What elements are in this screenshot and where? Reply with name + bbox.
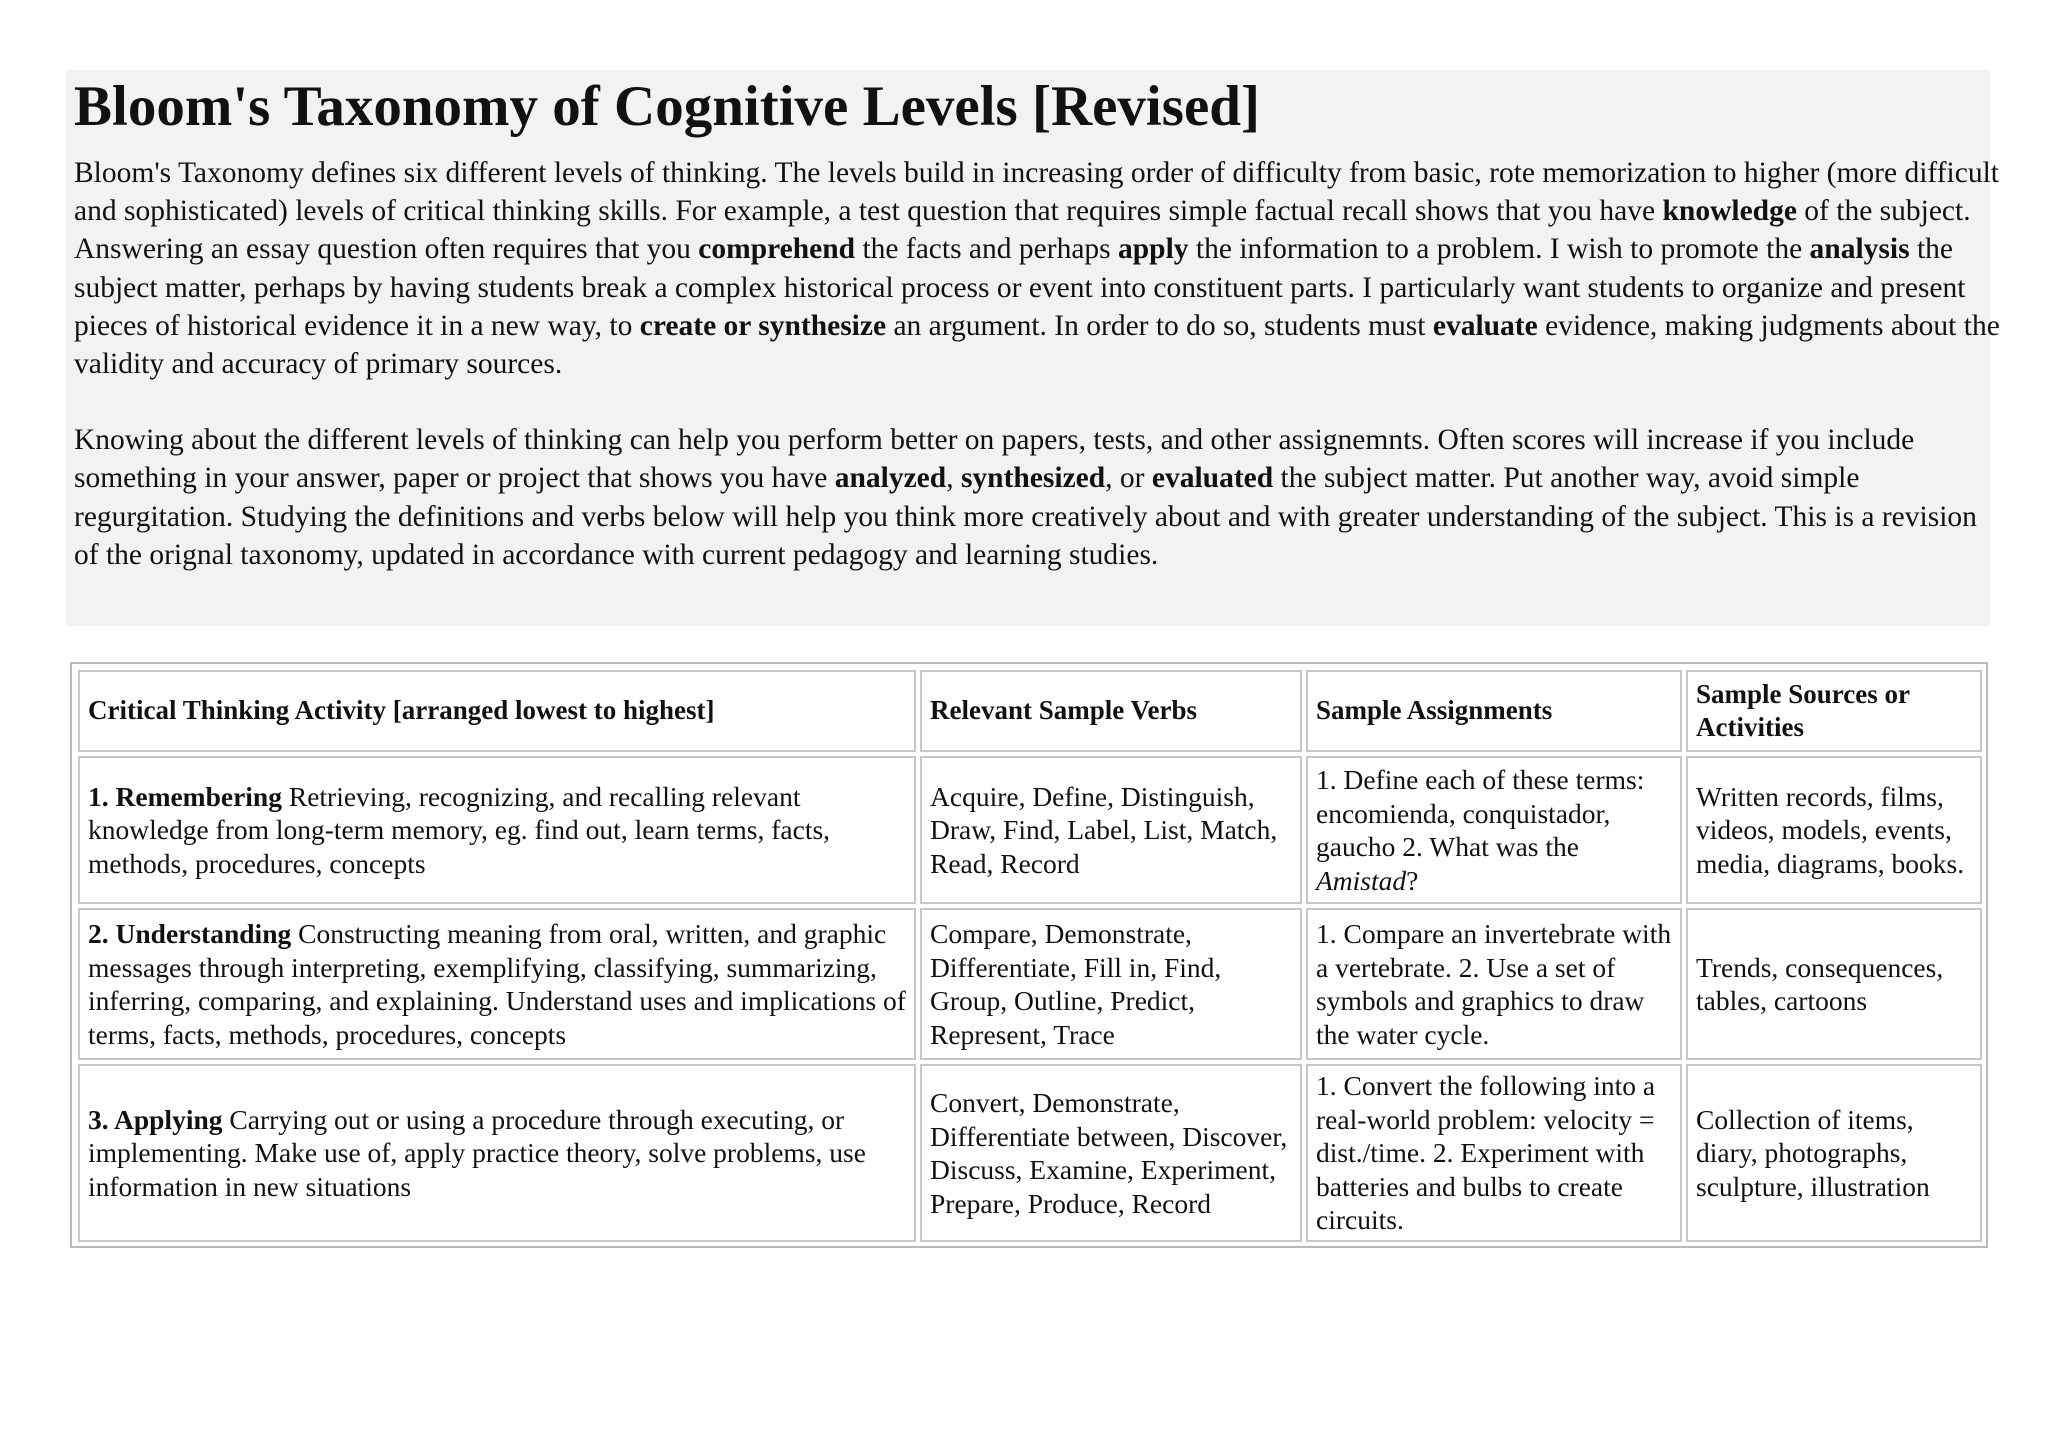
table-row-3-assignments [1306,1064,1682,1242]
column-header-sources [1686,670,1982,752]
text-run: evidence, making judgments about the validity and accuracy of primary sources. [74,309,2000,381]
table-row-2-sources [1686,908,1982,1060]
text-run: the subject matter. Put another way, avoid simple regurgitation. Studying the definitions and verbs below will help you think more creatively about and with greater understanding of the subject. This is a revision of the orignal taxonomy, updated in accordance with current pedagogy and learning studies. [74,462,1977,571]
bold-term-comprehend: comprehend [698,233,856,266]
table-row-1-assignments [1306,756,1682,904]
bold-term-create: create or synthesize [639,309,887,342]
table-row-3-activity [78,1064,916,1242]
text-run: , or [1105,462,1152,495]
bold-term-evaluated: evaluated [1151,462,1274,495]
column-header-assignments [1306,670,1682,752]
header-label: Critical Thinking Activity [arranged lowest to highest] [88,695,715,726]
taxonomy-table [70,662,1988,1248]
header-label: Relevant Sample Verbs [930,695,1198,726]
bold-term-synthesized: synthesized [960,462,1106,495]
bold-term-analysis: analysis [1809,233,1910,266]
level-description: Constructing meaning from oral, written, and graphic messages through interpreting, exemplifying, classifying, summarizing, inferring, comparing, and explaining. Understand uses and implications of terms, facts, methods, procedures, concepts [88,918,906,1050]
sources-text: Trends, consequences, tables, cartoons [1696,951,1944,1016]
assignment-italic-term: Amistad [1316,864,1407,896]
column-header-verbs [920,670,1302,752]
column-header-activity [78,670,916,752]
bold-term-apply: apply [1118,233,1189,266]
table-row-1-activity [78,756,916,904]
table-row-2-verbs [920,908,1302,1060]
header-label: Sample Sources or Activities [1696,678,1910,742]
assignment-text: 1. Compare an invertebrate with a vertebrate. 2. Use a set of symbols and graphics to draw the water cycle. [1316,918,1672,1050]
header-label: Sample Assignments [1316,695,1553,726]
text-run: the information to a problem. I wish to promote the [1188,233,1810,266]
level-name: 3. Applying [88,1103,223,1135]
intro-section [66,70,2000,626]
assignment-text: 1. Define each of these terms: encomienda, conquistador, gaucho 2. What was the [1316,764,1645,862]
sources-text: Written records, films, videos, models, events, media, diagrams, books. [1696,780,1965,879]
table-row-2-assignments [1306,908,1682,1060]
verbs-text: Acquire, Define, Distinguish, Draw, Find, Label, List, Match, Read, Record [930,780,1278,879]
text-run: of the subject. Answering an essay question often requires that you [74,195,1971,266]
table-row-3-verbs [920,1064,1302,1242]
verbs-text: Compare, Demonstrate, Differentiate, Fill in, Find, Group, Outline, Predict, Represent, Trace [930,918,1222,1050]
text-run: the subject matter, perhaps by having students break a complex historical process or event into constituent parts. I particularly want students to organize and present pieces of historical evidence it in a new way, to [74,233,1966,342]
level-name: 1. Remembering [88,780,282,812]
bold-term-analyzed: analyzed [834,462,947,495]
sources-text: Collection of items, diary, photographs, sculpture, illustration [1696,1103,1930,1202]
bold-term-evaluate: evaluate [1432,309,1538,342]
text-run: an argument. In order to do so, students must [886,309,1433,342]
text-run: , [946,462,961,495]
table-row-1-sources [1686,756,1982,904]
intro-paragraph-1 [74,154,2004,383]
table-row-1-verbs [920,756,1302,904]
table-row-2-activity [78,908,916,1060]
assignment-text: ? [1406,864,1419,896]
text-run: Knowing about the different levels of thinking can help you perform better on papers, tests, and other assignemnts. Often scores will increase if you include something in your answer, paper or project that shows you have [74,424,1915,495]
table-row-3-sources [1686,1064,1982,1242]
assignment-text: 1. Convert the following into a real-world problem: velocity = dist./time. 2. Experiment with batteries and bulbs to create circuits. [1316,1070,1656,1236]
verbs-text: Convert, Demonstrate, Differentiate between, Discover, Discuss, Examine, Experiment, Prepare, Produce, Record [930,1087,1288,1219]
intro-paragraph-2 [74,421,2004,574]
text-run: Bloom's Taxonomy defines six different levels of thinking. The levels build in increasing order of difficulty from basic, rote memorization to higher (more difficult and sophisticated) levels of critical thinking skills. For example, a test question that requires simple factual recall shows that you have [74,157,1999,228]
level-description: Retrieving, recognizing, and recalling relevant knowledge from long-term memory, eg. find out, learn terms, facts, methods, procedures, concepts [88,780,831,879]
bold-term-knowledge: knowledge [1662,195,1797,228]
text-run: the facts and perhaps [855,233,1119,266]
level-description: Carrying out or using a procedure through executing, or implementing. Make use of, apply practice theory, solve problems, use information in new situations [88,1103,866,1202]
page-title: Bloom's Taxonomy of Cognitive Levels [Revised] [74,75,1260,138]
level-name: 2. Understanding [88,918,292,949]
